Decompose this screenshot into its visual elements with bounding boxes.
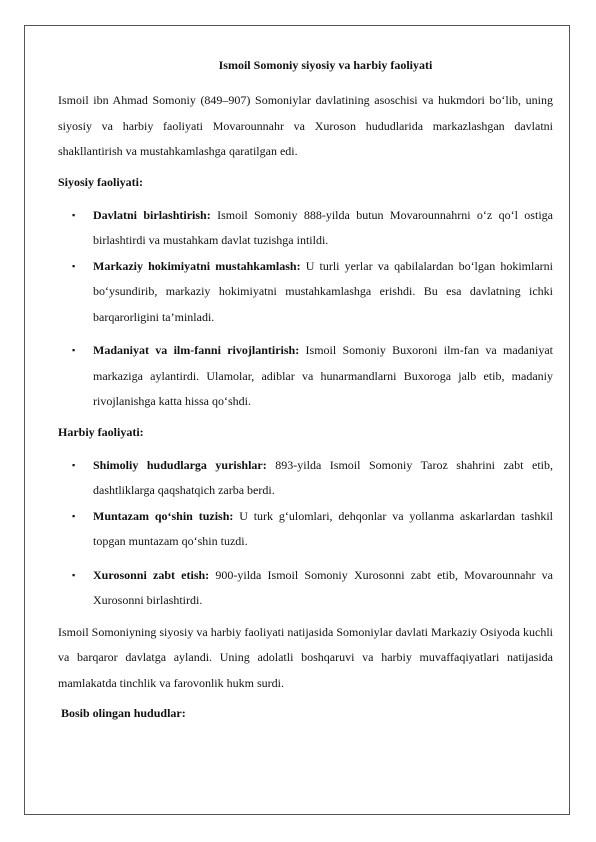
list-item-term: Markaziy hokimiyatni mustahkamlash: xyxy=(93,258,301,273)
list-item-term: Muntazam qo‘shin tuzish: xyxy=(93,508,234,523)
list-item xyxy=(58,203,553,254)
document-body xyxy=(58,58,553,720)
list-item-text: Ismoil Somoniy Buxoroni ilm-fan va madaniyat markaziga aylantirdi. Ulamolar, adiblar va hunarmandlarni Buxoroga jalb etib, madaniy rivojlanishga katta hissa qo‘shdi. xyxy=(93,343,553,408)
list-item-term: Shimoliy hududlarga yurishlar: xyxy=(93,457,267,472)
list-item-text: Ismoil Somoniy 888-yilda butun Movarounnahrni o‘z qo‘l ostiga birlashtirdi va mustahkam davlat tuzishga intildi. xyxy=(93,207,553,247)
conclusion-paragraph: Ismoil Somoniyning siyosiy va harbiy faoliyati natijasida Somoniylar davlati Markaziy Osiyoda kuchli va barqaror davlatga aylandi. Uning adolatli boshqaruvi va harbiy muvaffaqiyatlari natijasida mamlakatda tinchlik va farovonlik hukm surdi. xyxy=(58,624,553,690)
list-item-text: U turli yerlar va qabilalardan bo‘lgan hokimlarni bo‘ysundirib, markaziy hokimiyatni mustahkamlashga erishdi. Bu esa davlatning ichki barqarorligini ta’minladi. xyxy=(93,258,553,324)
bullet-icon: ▪ xyxy=(72,510,76,521)
list-item-term: Madaniyat va ilm-fanni rivojlantirish: xyxy=(93,343,300,357)
list-item-text: 900-yilda Ismoil Somoniy Xurosonni zabt etib, Movarounnahr va Xurosonni birlashtirdi. xyxy=(93,567,553,607)
list-item xyxy=(58,563,553,614)
list-item-term: Davlatni birlashtirish: xyxy=(93,207,211,222)
military-list xyxy=(58,453,553,614)
territories-heading: Bosib olingan hududlar: xyxy=(61,706,186,720)
military-heading: Harbiy faoliyati: xyxy=(58,424,144,439)
list-item xyxy=(58,453,553,504)
list-item-term: Xurosonni zabt etish: xyxy=(93,567,210,582)
list-item-text: 893-yilda Ismoil Somoniy Taroz shahrini zabt etib, dashtliklarga qaqshatqich zarba berdi. xyxy=(93,457,553,497)
bullet-icon: ▪ xyxy=(72,569,76,580)
list-item-text: U turk g‘ulomlari, dehqonlar va yollanma askarlardan tashkil topgan muntazam qo‘shin tuzdi. xyxy=(93,508,553,548)
list-item xyxy=(58,338,553,415)
document-title: Ismoil Somoniy siyosiy va harbiy faoliyati xyxy=(218,58,433,72)
political-list xyxy=(58,203,553,415)
bullet-icon: ▪ xyxy=(72,345,76,355)
bullet-icon: ▪ xyxy=(72,209,76,220)
intro-paragraph: Ismoil ibn Ahmad Somoniy (849–907) Somoniylar davlatining asoschisi va hukmdori bo‘lib, uning siyosiy va harbiy faoliyati Movarounnahr va Xuroson hududlarida markazlashgan davlatni shakllantirish va mustahkamlashga qaratilgan edi. xyxy=(58,93,553,158)
list-item xyxy=(58,504,553,555)
list-item xyxy=(58,254,553,331)
political-heading: Siyosiy faoliyati: xyxy=(58,174,144,189)
bullet-icon: ▪ xyxy=(72,260,76,271)
bullet-icon: ▪ xyxy=(72,459,76,470)
